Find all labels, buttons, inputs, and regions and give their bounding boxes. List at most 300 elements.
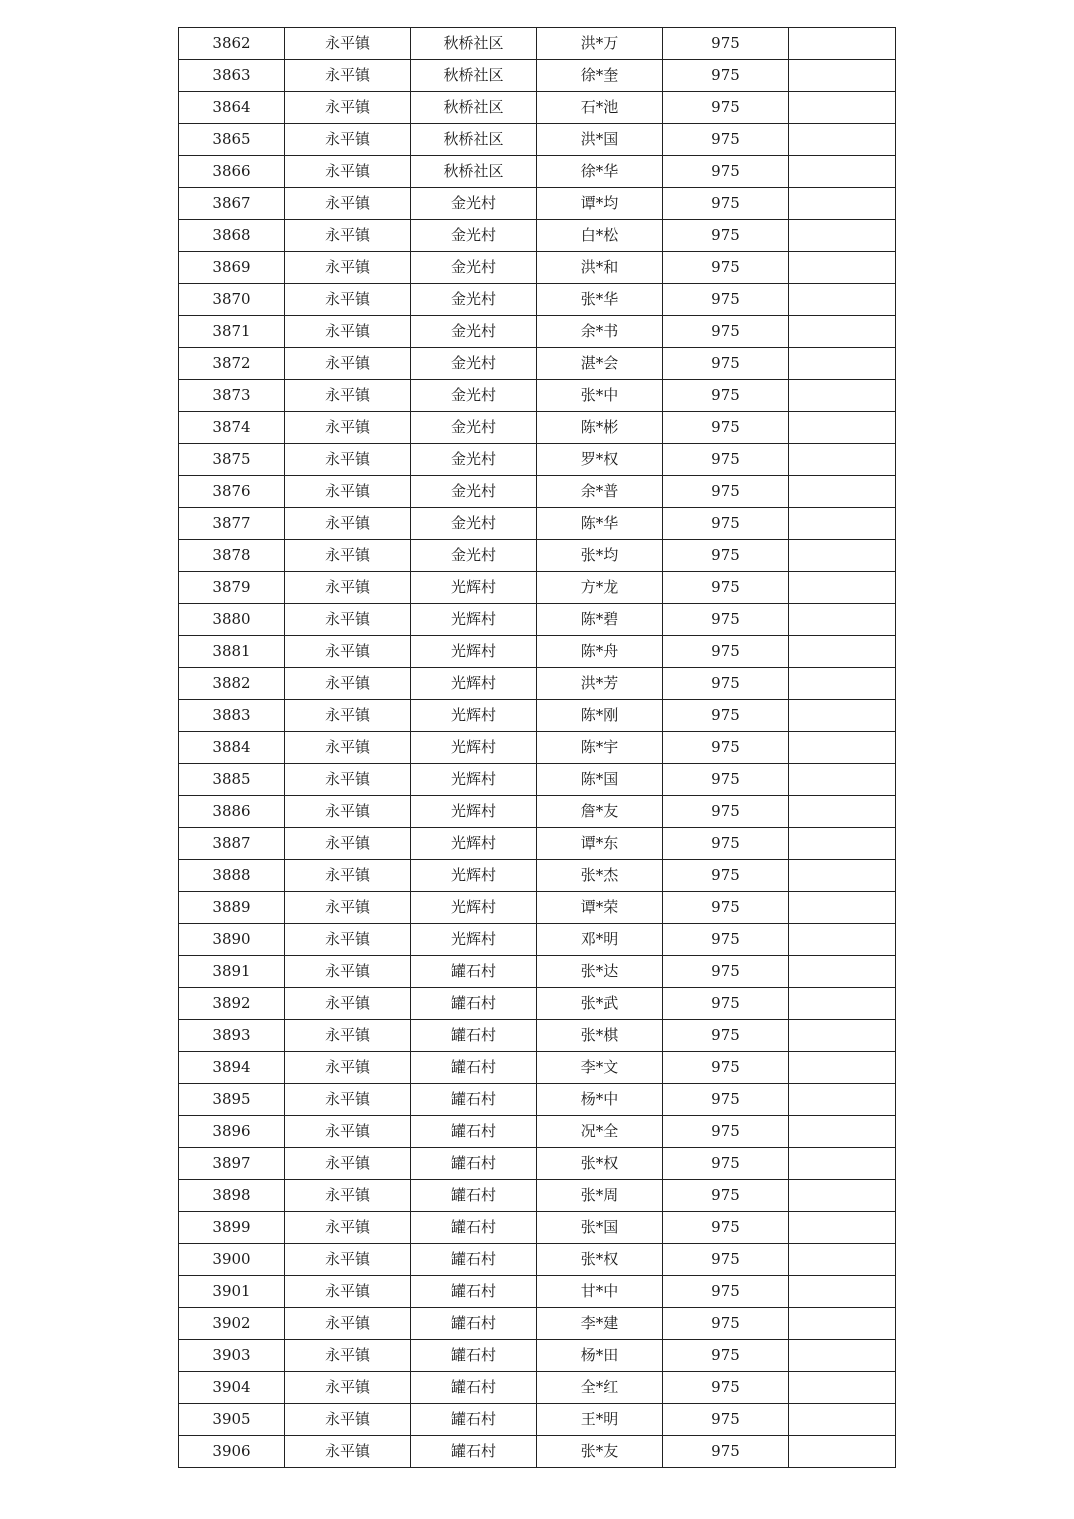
cell-amount: 975	[663, 1404, 789, 1436]
cell-village: 金光村	[411, 476, 537, 508]
cell-remark	[789, 1436, 896, 1468]
cell-name: 洪*万	[537, 28, 663, 60]
table-row	[179, 252, 896, 284]
cell-remark	[789, 156, 896, 188]
cell-town: 永平镇	[285, 668, 411, 700]
cell-amount: 975	[663, 604, 789, 636]
cell-town: 永平镇	[285, 700, 411, 732]
cell-name: 方*龙	[537, 572, 663, 604]
cell-name: 湛*会	[537, 348, 663, 380]
table-row	[179, 156, 896, 188]
cell-remark	[789, 572, 896, 604]
cell-town: 永平镇	[285, 1116, 411, 1148]
cell-serial-number: 3864	[179, 92, 285, 124]
cell-amount: 975	[663, 764, 789, 796]
cell-village: 罐石村	[411, 988, 537, 1020]
cell-remark	[789, 380, 896, 412]
table-row	[179, 1116, 896, 1148]
cell-remark	[789, 636, 896, 668]
cell-serial-number: 3867	[179, 188, 285, 220]
cell-village: 秋桥社区	[411, 60, 537, 92]
cell-village: 罐石村	[411, 1340, 537, 1372]
cell-town: 永平镇	[285, 604, 411, 636]
cell-town: 永平镇	[285, 924, 411, 956]
cell-village: 光辉村	[411, 572, 537, 604]
cell-remark	[789, 508, 896, 540]
table-row	[179, 1084, 896, 1116]
cell-town: 永平镇	[285, 444, 411, 476]
cell-amount: 975	[663, 380, 789, 412]
cell-village: 光辉村	[411, 732, 537, 764]
cell-village: 罐石村	[411, 1436, 537, 1468]
cell-town: 永平镇	[285, 348, 411, 380]
cell-serial-number: 3862	[179, 28, 285, 60]
cell-town: 永平镇	[285, 316, 411, 348]
cell-remark	[789, 220, 896, 252]
cell-serial-number: 3900	[179, 1244, 285, 1276]
cell-name: 张*权	[537, 1148, 663, 1180]
cell-serial-number: 3871	[179, 316, 285, 348]
cell-amount: 975	[663, 892, 789, 924]
cell-town: 永平镇	[285, 732, 411, 764]
cell-amount: 975	[663, 1340, 789, 1372]
table-row	[179, 1308, 896, 1340]
cell-name: 徐*华	[537, 156, 663, 188]
cell-amount: 975	[663, 252, 789, 284]
table-row	[179, 700, 896, 732]
cell-village: 秋桥社区	[411, 92, 537, 124]
cell-name: 张*国	[537, 1212, 663, 1244]
cell-serial-number: 3898	[179, 1180, 285, 1212]
cell-village: 金光村	[411, 284, 537, 316]
cell-remark	[789, 1276, 896, 1308]
cell-village: 罐石村	[411, 1116, 537, 1148]
cell-amount: 975	[663, 188, 789, 220]
cell-remark	[789, 444, 896, 476]
cell-village: 罐石村	[411, 1372, 537, 1404]
cell-village: 光辉村	[411, 636, 537, 668]
cell-name: 杨*田	[537, 1340, 663, 1372]
cell-name: 陈*刚	[537, 700, 663, 732]
cell-amount: 975	[663, 732, 789, 764]
cell-town: 永平镇	[285, 1052, 411, 1084]
table-row	[179, 988, 896, 1020]
cell-remark	[789, 732, 896, 764]
cell-amount: 975	[663, 988, 789, 1020]
cell-name: 洪*和	[537, 252, 663, 284]
cell-serial-number: 3887	[179, 828, 285, 860]
cell-amount: 975	[663, 508, 789, 540]
cell-amount: 975	[663, 1148, 789, 1180]
cell-name: 王*明	[537, 1404, 663, 1436]
cell-village: 金光村	[411, 380, 537, 412]
table-row	[179, 764, 896, 796]
cell-village: 光辉村	[411, 892, 537, 924]
cell-village: 金光村	[411, 316, 537, 348]
cell-remark	[789, 1244, 896, 1276]
table-row	[179, 1052, 896, 1084]
cell-name: 张*棋	[537, 1020, 663, 1052]
cell-amount: 975	[663, 1436, 789, 1468]
table-row	[179, 796, 896, 828]
cell-remark	[789, 412, 896, 444]
cell-remark	[789, 1180, 896, 1212]
cell-village: 罐石村	[411, 1308, 537, 1340]
cell-amount: 975	[663, 156, 789, 188]
cell-amount: 975	[663, 1180, 789, 1212]
cell-village: 罐石村	[411, 1148, 537, 1180]
cell-remark	[789, 1404, 896, 1436]
cell-town: 永平镇	[285, 1084, 411, 1116]
cell-name: 罗*权	[537, 444, 663, 476]
cell-serial-number: 3891	[179, 956, 285, 988]
table-row	[179, 124, 896, 156]
cell-town: 永平镇	[285, 284, 411, 316]
cell-town: 永平镇	[285, 540, 411, 572]
cell-town: 永平镇	[285, 1212, 411, 1244]
cell-village: 光辉村	[411, 796, 537, 828]
table-row	[179, 508, 896, 540]
cell-town: 永平镇	[285, 1180, 411, 1212]
cell-town: 永平镇	[285, 636, 411, 668]
cell-town: 永平镇	[285, 1244, 411, 1276]
table-row	[179, 1148, 896, 1180]
cell-remark	[789, 1212, 896, 1244]
cell-town: 永平镇	[285, 572, 411, 604]
cell-amount: 975	[663, 124, 789, 156]
cell-town: 永平镇	[285, 1340, 411, 1372]
cell-amount: 975	[663, 1308, 789, 1340]
cell-remark	[789, 956, 896, 988]
cell-remark	[789, 700, 896, 732]
cell-remark	[789, 1084, 896, 1116]
roster-table-body	[179, 28, 896, 1468]
cell-name: 谭*东	[537, 828, 663, 860]
cell-serial-number: 3894	[179, 1052, 285, 1084]
cell-remark	[789, 540, 896, 572]
cell-amount: 975	[663, 572, 789, 604]
table-row	[179, 892, 896, 924]
cell-town: 永平镇	[285, 124, 411, 156]
cell-remark	[789, 1116, 896, 1148]
cell-town: 永平镇	[285, 476, 411, 508]
cell-serial-number: 3881	[179, 636, 285, 668]
cell-amount: 975	[663, 1020, 789, 1052]
cell-village: 光辉村	[411, 860, 537, 892]
cell-town: 永平镇	[285, 28, 411, 60]
table-row	[179, 828, 896, 860]
cell-serial-number: 3873	[179, 380, 285, 412]
cell-serial-number: 3895	[179, 1084, 285, 1116]
cell-remark	[789, 28, 896, 60]
cell-amount: 975	[663, 828, 789, 860]
cell-serial-number: 3905	[179, 1404, 285, 1436]
cell-town: 永平镇	[285, 764, 411, 796]
cell-remark	[789, 92, 896, 124]
cell-amount: 975	[663, 1116, 789, 1148]
cell-name: 谭*荣	[537, 892, 663, 924]
table-row	[179, 1020, 896, 1052]
cell-amount: 975	[663, 92, 789, 124]
cell-remark	[789, 860, 896, 892]
cell-serial-number: 3868	[179, 220, 285, 252]
table-row	[179, 380, 896, 412]
cell-town: 永平镇	[285, 1020, 411, 1052]
table-row	[179, 476, 896, 508]
table-row	[179, 860, 896, 892]
table-row	[179, 1372, 896, 1404]
cell-name: 甘*中	[537, 1276, 663, 1308]
cell-remark	[789, 1340, 896, 1372]
cell-town: 永平镇	[285, 508, 411, 540]
cell-amount: 975	[663, 1372, 789, 1404]
cell-village: 金光村	[411, 508, 537, 540]
cell-remark	[789, 252, 896, 284]
table-row	[179, 636, 896, 668]
cell-remark	[789, 284, 896, 316]
cell-serial-number: 3906	[179, 1436, 285, 1468]
table-row	[179, 1212, 896, 1244]
cell-amount: 975	[663, 60, 789, 92]
cell-name: 陈*舟	[537, 636, 663, 668]
table-row	[179, 188, 896, 220]
cell-amount: 975	[663, 796, 789, 828]
table-row	[179, 1340, 896, 1372]
cell-village: 金光村	[411, 444, 537, 476]
cell-serial-number: 3901	[179, 1276, 285, 1308]
cell-name: 白*松	[537, 220, 663, 252]
cell-town: 永平镇	[285, 1436, 411, 1468]
roster-table	[178, 27, 896, 1468]
cell-name: 詹*友	[537, 796, 663, 828]
cell-name: 陈*彬	[537, 412, 663, 444]
cell-serial-number: 3893	[179, 1020, 285, 1052]
cell-village: 金光村	[411, 188, 537, 220]
cell-name: 张*达	[537, 956, 663, 988]
cell-name: 李*建	[537, 1308, 663, 1340]
cell-name: 余*书	[537, 316, 663, 348]
cell-town: 永平镇	[285, 988, 411, 1020]
cell-town: 永平镇	[285, 860, 411, 892]
table-row	[179, 540, 896, 572]
cell-town: 永平镇	[285, 1276, 411, 1308]
cell-village: 秋桥社区	[411, 124, 537, 156]
cell-name: 陈*碧	[537, 604, 663, 636]
cell-remark	[789, 988, 896, 1020]
cell-remark	[789, 668, 896, 700]
cell-town: 永平镇	[285, 796, 411, 828]
cell-village: 光辉村	[411, 604, 537, 636]
cell-village: 罐石村	[411, 956, 537, 988]
table-row	[179, 1276, 896, 1308]
cell-serial-number: 3897	[179, 1148, 285, 1180]
cell-village: 光辉村	[411, 924, 537, 956]
cell-serial-number: 3866	[179, 156, 285, 188]
table-row	[179, 284, 896, 316]
cell-amount: 975	[663, 700, 789, 732]
cell-village: 光辉村	[411, 668, 537, 700]
cell-serial-number: 3886	[179, 796, 285, 828]
cell-name: 陈*宇	[537, 732, 663, 764]
cell-town: 永平镇	[285, 60, 411, 92]
cell-name: 邓*明	[537, 924, 663, 956]
cell-remark	[789, 796, 896, 828]
cell-name: 洪*国	[537, 124, 663, 156]
table-row	[179, 60, 896, 92]
cell-serial-number: 3889	[179, 892, 285, 924]
table-row	[179, 220, 896, 252]
cell-amount: 975	[663, 444, 789, 476]
cell-serial-number: 3883	[179, 700, 285, 732]
cell-serial-number: 3878	[179, 540, 285, 572]
cell-remark	[789, 892, 896, 924]
cell-amount: 975	[663, 476, 789, 508]
cell-town: 永平镇	[285, 380, 411, 412]
cell-name: 张*友	[537, 1436, 663, 1468]
cell-name: 张*武	[537, 988, 663, 1020]
cell-village: 罐石村	[411, 1244, 537, 1276]
table-row	[179, 1244, 896, 1276]
cell-remark	[789, 348, 896, 380]
table-row	[179, 1180, 896, 1212]
cell-remark	[789, 604, 896, 636]
cell-town: 永平镇	[285, 956, 411, 988]
cell-village: 罐石村	[411, 1052, 537, 1084]
cell-serial-number: 3877	[179, 508, 285, 540]
cell-remark	[789, 764, 896, 796]
cell-amount: 975	[663, 924, 789, 956]
cell-name: 陈*华	[537, 508, 663, 540]
cell-serial-number: 3863	[179, 60, 285, 92]
cell-serial-number: 3884	[179, 732, 285, 764]
cell-town: 永平镇	[285, 92, 411, 124]
cell-amount: 975	[663, 412, 789, 444]
cell-village: 金光村	[411, 220, 537, 252]
cell-town: 永平镇	[285, 828, 411, 860]
cell-serial-number: 3899	[179, 1212, 285, 1244]
cell-serial-number: 3892	[179, 988, 285, 1020]
cell-name: 张*周	[537, 1180, 663, 1212]
cell-amount: 975	[663, 860, 789, 892]
cell-remark	[789, 924, 896, 956]
cell-amount: 975	[663, 636, 789, 668]
table-row	[179, 956, 896, 988]
cell-amount: 975	[663, 348, 789, 380]
table-row	[179, 572, 896, 604]
cell-village: 罐石村	[411, 1276, 537, 1308]
cell-town: 永平镇	[285, 188, 411, 220]
cell-name: 石*池	[537, 92, 663, 124]
cell-amount: 975	[663, 316, 789, 348]
cell-amount: 975	[663, 284, 789, 316]
table-row	[179, 1436, 896, 1468]
cell-village: 金光村	[411, 252, 537, 284]
cell-town: 永平镇	[285, 220, 411, 252]
cell-serial-number: 3875	[179, 444, 285, 476]
table-row	[179, 348, 896, 380]
cell-town: 永平镇	[285, 156, 411, 188]
cell-amount: 975	[663, 1084, 789, 1116]
cell-serial-number: 3904	[179, 1372, 285, 1404]
table-row	[179, 668, 896, 700]
cell-serial-number: 3876	[179, 476, 285, 508]
cell-remark	[789, 1052, 896, 1084]
cell-village: 光辉村	[411, 828, 537, 860]
table-row	[179, 92, 896, 124]
cell-remark	[789, 188, 896, 220]
cell-name: 况*全	[537, 1116, 663, 1148]
cell-town: 永平镇	[285, 892, 411, 924]
cell-town: 永平镇	[285, 412, 411, 444]
table-row	[179, 28, 896, 60]
cell-town: 永平镇	[285, 252, 411, 284]
cell-serial-number: 3869	[179, 252, 285, 284]
cell-village: 金光村	[411, 412, 537, 444]
cell-serial-number: 3903	[179, 1340, 285, 1372]
cell-amount: 975	[663, 28, 789, 60]
cell-name: 张*均	[537, 540, 663, 572]
table-row	[179, 1404, 896, 1436]
cell-village: 秋桥社区	[411, 28, 537, 60]
cell-amount: 975	[663, 540, 789, 572]
cell-remark	[789, 828, 896, 860]
cell-village: 罐石村	[411, 1020, 537, 1052]
cell-town: 永平镇	[285, 1404, 411, 1436]
cell-remark	[789, 124, 896, 156]
table-row	[179, 444, 896, 476]
cell-serial-number: 3880	[179, 604, 285, 636]
cell-village: 金光村	[411, 540, 537, 572]
cell-serial-number: 3902	[179, 1308, 285, 1340]
cell-village: 秋桥社区	[411, 156, 537, 188]
cell-serial-number: 3879	[179, 572, 285, 604]
cell-remark	[789, 1372, 896, 1404]
cell-remark	[789, 316, 896, 348]
cell-name: 谭*均	[537, 188, 663, 220]
cell-amount: 975	[663, 1244, 789, 1276]
cell-name: 全*红	[537, 1372, 663, 1404]
cell-village: 罐石村	[411, 1084, 537, 1116]
cell-name: 张*杰	[537, 860, 663, 892]
cell-name: 徐*奎	[537, 60, 663, 92]
cell-village: 罐石村	[411, 1404, 537, 1436]
cell-name: 李*文	[537, 1052, 663, 1084]
cell-village: 金光村	[411, 348, 537, 380]
cell-village: 光辉村	[411, 700, 537, 732]
cell-serial-number: 3872	[179, 348, 285, 380]
cell-serial-number: 3882	[179, 668, 285, 700]
cell-village: 罐石村	[411, 1212, 537, 1244]
cell-remark	[789, 1020, 896, 1052]
cell-remark	[789, 1148, 896, 1180]
cell-name: 张*华	[537, 284, 663, 316]
cell-amount: 975	[663, 668, 789, 700]
cell-name: 陈*国	[537, 764, 663, 796]
cell-town: 永平镇	[285, 1372, 411, 1404]
cell-serial-number: 3865	[179, 124, 285, 156]
cell-amount: 975	[663, 1052, 789, 1084]
table-row	[179, 412, 896, 444]
cell-remark	[789, 60, 896, 92]
cell-serial-number: 3896	[179, 1116, 285, 1148]
cell-name: 洪*芳	[537, 668, 663, 700]
table-row	[179, 604, 896, 636]
cell-amount: 975	[663, 1212, 789, 1244]
cell-serial-number: 3874	[179, 412, 285, 444]
cell-serial-number: 3885	[179, 764, 285, 796]
cell-town: 永平镇	[285, 1148, 411, 1180]
cell-remark	[789, 476, 896, 508]
